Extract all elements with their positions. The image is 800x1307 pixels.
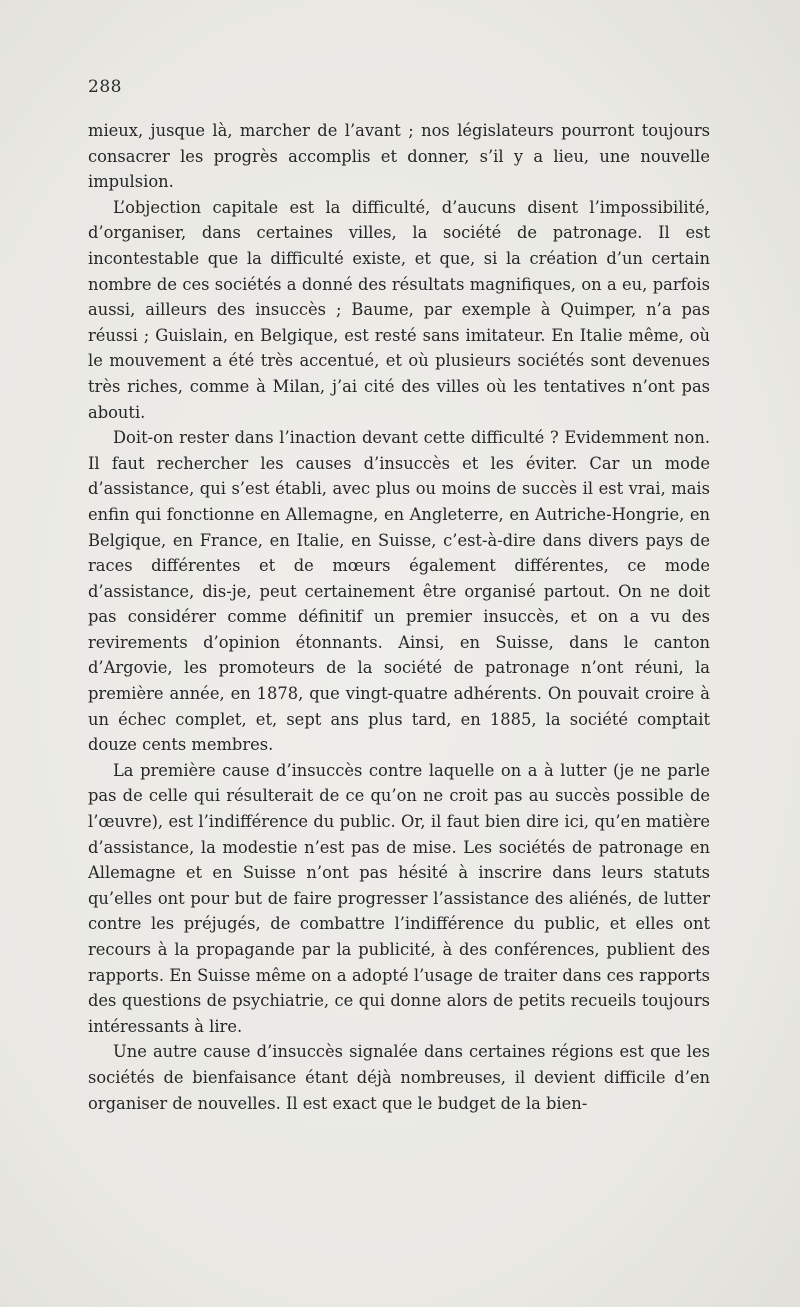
paragraph: L’objection capitale est la difficulté, d’aucuns disent l’impossibilité, d’organiser, dans certaines villes, la société de patronage. Il est incontestable que la difficulté existe, et que, si la création d’un certain nombre de ces sociétés a donné des résultats magnifiques, on a eu, parfois aussi, ailleurs des insuccès ; Baume, par exemple à Quimper, n’a pas réussi ; Guislain, en Belgique, est resté sans imitateur. En Italie même, où le mouvement a été très accentué, et où plusieurs sociétés sont devenues très riches, comme à Milan, j’ai cité des villes où les tentatives n’ont pas abouti. (88, 197, 710, 422)
paragraph: Une autre cause d’insuccès signalée dans certaines régions est que les sociétés de bienfaisance étant déjà nombreuses, il devient difficile d’en organiser de nouvelles. Il est exact que le budget de la bien- (88, 1042, 710, 1113)
paragraph: Doit-on rester dans l’inaction devant cette difficulté ? Evidemment non. Il faut rechercher les causes d’insuccès et les éviter. Car un mode d’assistance, qui s’est établi, avec plus ou moins de succès il est vrai, mais enfin qui fonctionne en Allemagne, en Angleterre, en Autriche-Hongrie, en Belgique, en France, en Italie, en Suisse, c’est-à-dire dans divers pays de races différentes et de mœurs également différentes, ce mode d’assistance, dis-je, peut certainement être organisé partout. On ne doit pas considérer comme définitif un premier insuccès, et on a vu des revirements d’opinion étonnants. Ainsi, en Suisse, dans le canton d’Argovie, les promoteurs de la société de patronage n’ont réuni, la première année, en 1878, que vingt-quatre adhérents. On pouvait croire à un échec complet, et, sept ans plus tard, en 1885, la société comptait douze cents membres. (88, 428, 710, 755)
page-number: 288 (88, 77, 122, 97)
body-text (88, 118, 710, 1116)
paragraph: mieux, jusque là, marcher de l’avant ; nos législateurs pourront toujours consacrer les progrès accomplis et donner, s’il y a lieu, une nouvelle impulsion. (88, 121, 710, 192)
paragraph: La première cause d’insuccès contre laquelle on a à lutter (je ne parle pas de celle qui résulterait de ce qu’on ne croit pas au succès possible de l’œuvre), est l’indifférence du public. Or, il faut bien dire ici, qu’en matière d’assistance, la modestie n’est pas de mise. Les sociétés de patronage en Allemagne et en Suisse n’ont pas hésité à inscrire dans leurs statuts qu’elles ont pour but de faire progresser l’assistance des aliénés, de lutter contre les préjugés, de combattre l’indifférence du public, et elles ont recours à la propagande par la publicité, à des conférences, publient des rapports. En Suisse même on a adopté l’usage de traiter dans ces rapports des questions de psychiatrie, ce qui donne alors de petits recueils toujours intéressants à lire. (88, 760, 710, 1036)
